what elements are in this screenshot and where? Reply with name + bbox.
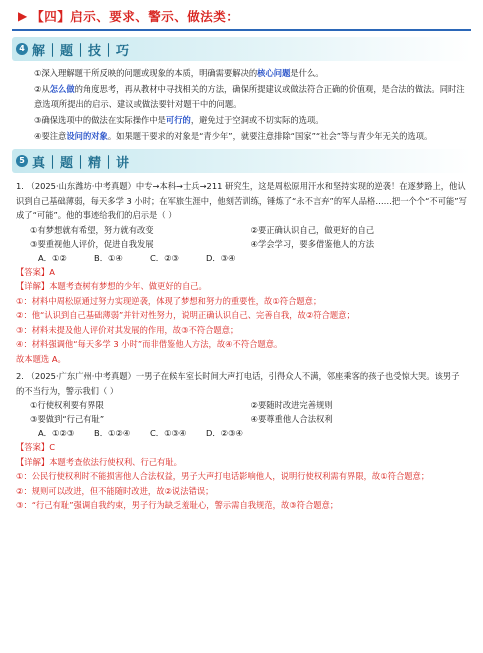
detail-line: ②：他“认识到自己基础薄弱”并针对性努力，说明正确认识自己、完善自我，故②符合题意； (16, 310, 355, 320)
option-item: ③要重视他人评价，促进自我发展 (30, 238, 154, 249)
question-1-choices (12, 251, 471, 265)
detail-line: ②：规则可以改进，但不能随时改进，故②说法错误； (16, 485, 214, 496)
choice-item: B．①④ (94, 252, 123, 263)
question-1-options (12, 223, 471, 251)
document-page (0, 3, 483, 653)
exam-band (12, 149, 471, 173)
question-2 (12, 369, 471, 398)
tips-band (12, 37, 471, 61)
question-1-answer (12, 265, 471, 367)
exam-band-title: 真｜题｜精｜讲 (32, 155, 131, 171)
choice-item: B．①②④ (94, 428, 131, 438)
option-item: ①有梦想就有希望，努力就有改变 (30, 224, 154, 235)
question-2-options (12, 398, 471, 426)
answer-label: 【答案】A (16, 266, 55, 277)
option-item: ①行使权利要有界限 (30, 400, 104, 410)
number-badge-icon: 5 (16, 155, 28, 167)
choice-item: A．①② (38, 252, 67, 263)
choice-item: C．②③ (150, 252, 179, 263)
tips-list (12, 61, 471, 143)
detail-line: ①：材料中周松原通过努力实现逆袭，体现了梦想和努力的重要性，故①符合题意； (16, 295, 322, 306)
detail-line: 【详解】本题考查依法行使权利、行己有耻。 (16, 456, 182, 467)
tip-item: ④要注意设问的对象。如果题干要求的对象是“青少年”，就要注意排除“国家”“社会”等与青少年无关的选项。 (34, 130, 433, 141)
choice-item: D．③④ (206, 252, 236, 263)
detail-line: 【详解】本题考查树有梦想的少年、做更好的自己。 (16, 281, 207, 291)
question-stem: 1. （2025·山东潍坊·中考真题）中专→本科→士兵→211 研究生，这是周松原用汗水和坚持实现的逆袭！在逐梦路上，他认识到自己基础薄弱，每天多学 3 小时；在军旅生涯中，他刻苦训练，锤炼了“永不言弃”的军人品格……把一个个“不可能”写成了“可能”。他的事迹给我们的启示是（ ） (16, 181, 467, 220)
question-stem: 2. （2025·广东广州·中考真题）一男子在候车室长时间大声打电话，引得众人不满，邻座乘客的孩子也受惊大哭。该男子的不当行为，警示我们（ ） (16, 371, 460, 396)
question-2-answer (12, 440, 471, 513)
option-item: ③要做到“行己有耻” (30, 414, 105, 424)
question-1 (12, 179, 471, 223)
tip-item: ①深入理解题干所反映的问题或现象的本质，明确需要解决的核心问题是什么。 (34, 68, 324, 78)
detail-line: ③：材料未提及他人评价对其发展的作用，故③不符合题意； (16, 324, 239, 335)
triangle-icon: ▶ (18, 9, 28, 23)
detail-line: ③：“行己有耻”强调自我约束，男子行为缺乏羞耻心，警示需自我规范，故③符合题意； (16, 500, 339, 510)
choice-item: A．①②③ (38, 428, 75, 438)
section-header (12, 3, 471, 31)
option-item: ②要正确认识自己，做更好的自己 (250, 224, 375, 235)
option-item: ②要随时改进完善规则 (250, 400, 333, 410)
detail-line: 故本题选 A。 (16, 353, 66, 364)
detail-line: ④：材料强调他“每天多学 3 小时”而非借鉴他人方法，故④不符合题意。 (16, 339, 283, 349)
tip-item: ②从怎么做的角度思考，再从教材中寻找相关的方法，确保所提建议或做法符合正确的价值观，是合法的做法。同时注意选项所提出的启示、建议或做法要针对题干中的问题。 (34, 84, 465, 109)
detail-line: ①：公民行使权利时不能损害他人合法权益，男子大声打电话影响他人，说明行使权利需有界限，故①符合题意； (16, 471, 430, 481)
answer-label: 【答案】C (16, 442, 55, 452)
tips-band-title: 解｜题｜技｜巧 (32, 43, 131, 59)
option-item: ④学会学习，要多借鉴他人的方法 (250, 238, 375, 249)
number-badge-icon: 4 (16, 43, 28, 55)
choice-item: C．①③④ (150, 428, 187, 438)
question-2-choices (12, 426, 471, 440)
section-title: 【四】启示、要求、警示、做法类： (31, 9, 240, 24)
choice-item: D．②③④ (206, 428, 243, 438)
option-item: ④要尊重他人合法权利 (250, 414, 333, 424)
tip-item: ③确保选项中的做法在实际操作中是可行的，避免过于空洞或不切实际的选项。 (34, 114, 324, 125)
